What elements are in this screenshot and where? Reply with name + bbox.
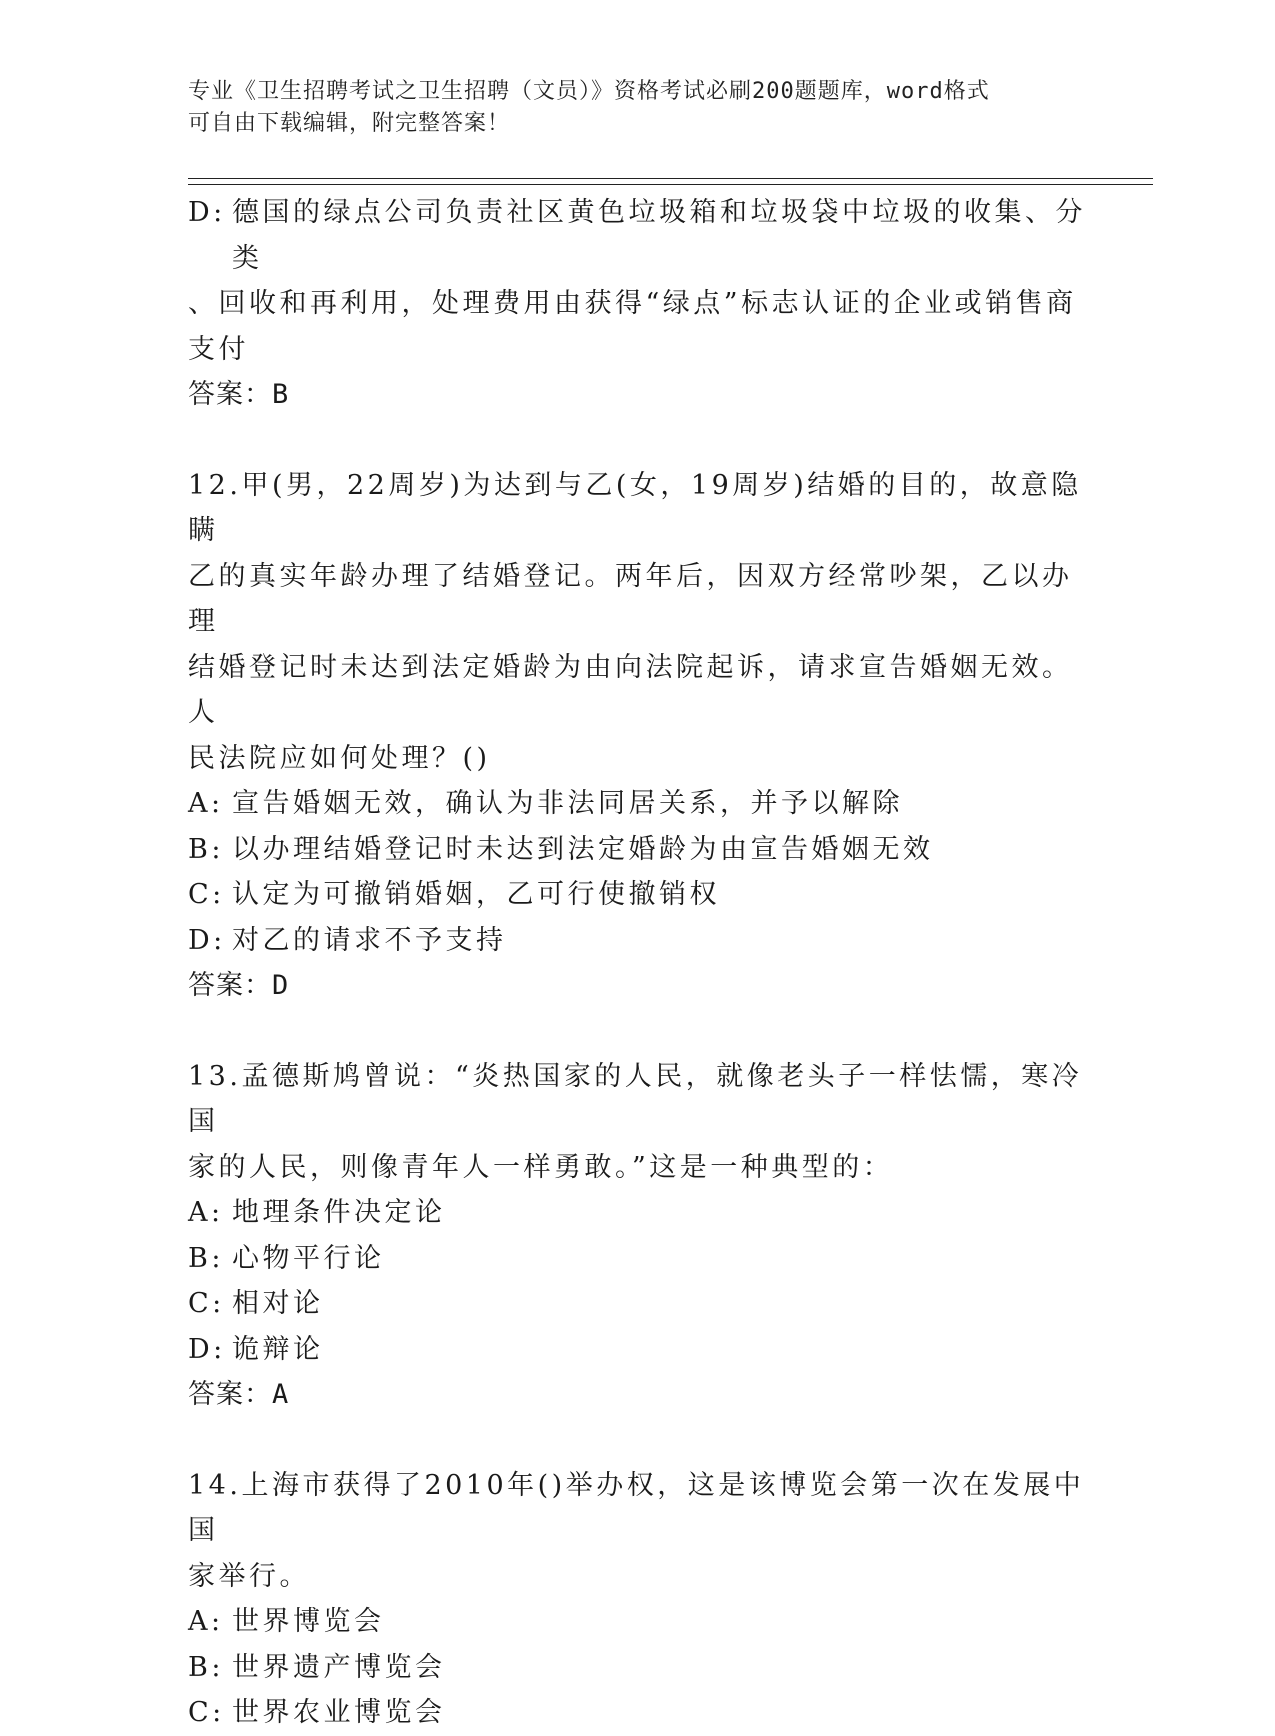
header-rule-top [188,178,1153,179]
option-key: A: [188,1197,224,1228]
answer [188,963,1088,1009]
question-stem-line: 12.甲(男，22周岁)为达到与乙(女，19周岁)结婚的目的，故意隐瞒 [188,469,1082,546]
option-b [188,1645,1088,1691]
document-header [188,76,1088,140]
answer-value: D [272,970,290,1001]
answer-label: 答案： [188,970,272,1001]
option-b [188,1236,1088,1282]
option-key: A: [188,1606,224,1637]
answer-value: A [272,1379,290,1410]
option-d [188,918,1088,964]
option-text: 诡辩论 [232,1333,324,1365]
answer [188,1372,1088,1418]
option-a [188,1599,1088,1645]
option-key: D: [188,1333,226,1365]
option-key: D: [188,197,226,228]
option-text: 地理条件决定论 [232,1197,446,1228]
option-text: 心物平行论 [232,1242,385,1274]
option-text: 以办理结婚登记时未达到法定婚龄为由宣告婚姻无效 [232,833,934,865]
option-text-continued: 支付 [188,333,249,365]
option-key: C: [188,1288,225,1319]
option-text-continued: 、回收和再利用，处理费用由获得“绿点”标志认证的企业或销售商 [188,288,1077,319]
option-text: 世界遗产博览会 [232,1651,446,1683]
prev-question-block [188,190,1088,418]
option-text: 德国的绿点公司负责社区黄色垃圾箱和垃圾袋中垃圾的收集、分类 [232,197,1086,274]
question-14 [188,1463,1088,1736]
question-stem-line: 家的人民，则像青年人一样勇敢。”这是一种典型的： [188,1151,894,1183]
question-stem-line: 13.孟德斯鸠曾说：“炎热国家的人民，就像老头子一样怯懦，寒冷国 [188,1060,1083,1137]
question-stem-line: 乙的真实年龄办理了结婚登记。两年后，因双方经常吵架，乙以办理 [188,560,1073,637]
answer-label: 答案： [188,379,272,410]
option-key: B: [188,833,224,865]
option-a [188,781,1088,827]
option-key: A: [188,788,224,819]
option-d [188,190,1088,281]
question-content [188,190,1088,1736]
option-text: 宣告婚姻无效，确认为非法同居关系，并予以解除 [232,788,903,819]
option-text: 对乙的请求不予支持 [232,924,507,956]
question-stem-line: 民法院应如何处理？() [188,742,491,774]
header-line-1: 专业《卫生招聘考试之卫生招聘（文员）》资格考试必刷200题题库，word格式 [188,79,990,104]
answer-value: B [272,379,290,410]
question-12 [188,463,1088,1009]
question-stem-line: 家举行。 [188,1560,310,1592]
option-c [188,1281,1088,1327]
option-text: 世界博览会 [232,1606,385,1637]
question-stem-line: 结婚登记时未达到法定婚龄为由向法院起诉，请求宣告婚姻无效。人 [188,651,1073,728]
question-13 [188,1054,1088,1418]
option-key: C: [188,1697,225,1728]
option-text: 世界农业博览会 [232,1697,446,1728]
option-a [188,1190,1088,1236]
option-c [188,1690,1088,1736]
header-line-2: 可自由下载编辑，附完整答案！ [188,111,511,136]
option-text: 认定为可撤销婚姻，乙可行使撤销权 [232,879,720,910]
option-text: 相对论 [232,1288,324,1319]
option-key: B: [188,1651,224,1683]
option-key: B: [188,1242,224,1274]
header-rule-bottom [188,184,1153,185]
answer [188,372,1088,418]
question-stem-line: 14.上海市获得了2010年()举办权，这是该博览会第一次在发展中国 [188,1469,1085,1546]
option-key: C: [188,879,225,910]
option-key: D: [188,924,226,956]
option-c [188,872,1088,918]
answer-label: 答案： [188,1379,272,1410]
option-d [188,1327,1088,1373]
option-b [188,827,1088,873]
